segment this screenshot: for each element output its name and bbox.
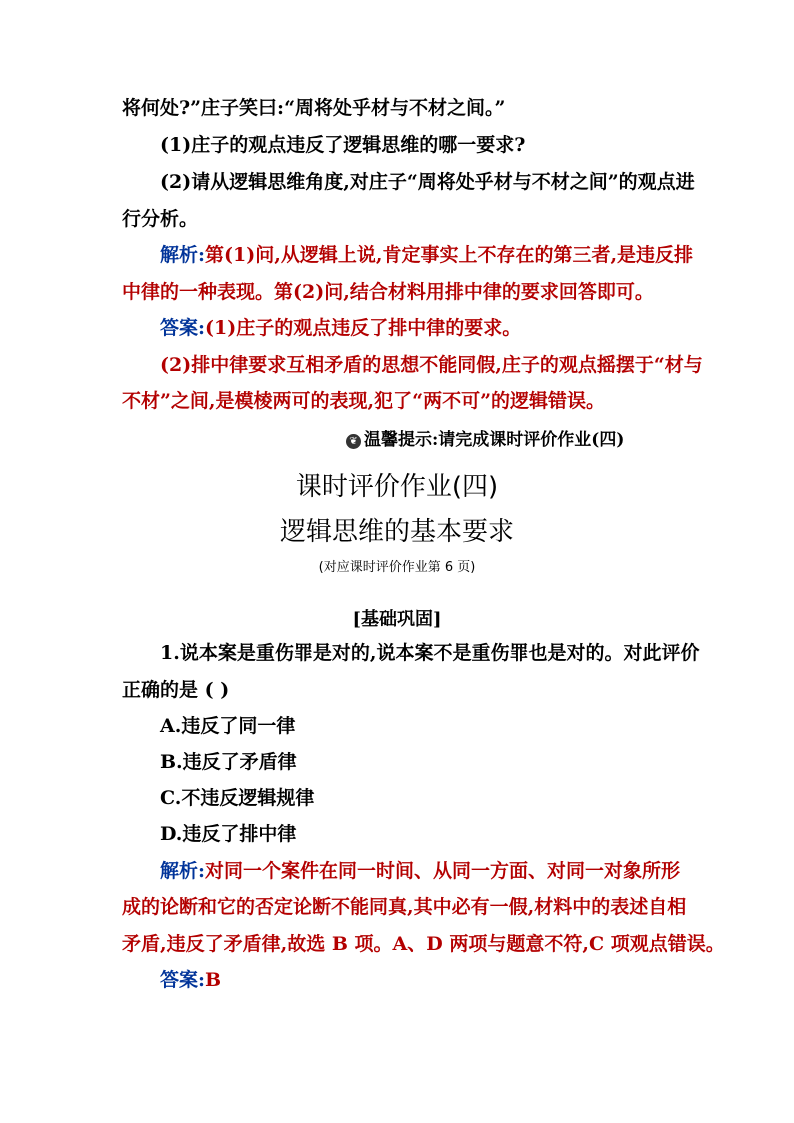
question-2-text-b: 行分析。 <box>122 208 199 230</box>
analysis-2-line-c: 矛盾,违反了矛盾律,故选 B 项。A、D 两项与题意不符,C 项观点错误。 <box>122 933 725 955</box>
question-stem-b: 正确的是 ( ) <box>122 679 230 701</box>
tip-text: 温馨提示:请完成课时评价作业(四) <box>364 430 625 450</box>
answer-2-line <box>160 968 720 992</box>
answer-1-line-1 <box>160 316 720 340</box>
question-2-text-a: (2)请从逻辑思维角度,对庄子“周将处乎材与不材之间”的观点进 <box>160 171 695 193</box>
answer-text: (1)庄子的观点违反了排中律的要求。 <box>205 317 522 339</box>
answer-label-2: 答案: <box>160 969 206 991</box>
page-reference: (对应课时评价作业第 6 页) <box>318 560 476 575</box>
analysis-label: 解析: <box>160 244 206 266</box>
analysis-text-2a: 对同一个案件在同一时间、从同一方面、对同一对象所形 <box>205 860 681 882</box>
analysis-1-line-b: 中律的一种表现。第(2)问,结合材料用排中律的要求回答即可。 <box>122 281 654 303</box>
tip-line <box>346 425 624 450</box>
leaf-icon: ❦ <box>346 434 361 449</box>
analysis-text: 第(1)问,从逻辑上说,肯定事实上不存在的第三者,是违反排 <box>205 244 694 266</box>
option-c: C.不违反逻辑规律 <box>160 787 315 809</box>
homework-title: 课时评价作业(四) <box>295 472 499 502</box>
lesson-title: 逻辑思维的基本要求 <box>279 517 514 547</box>
intro-line-1: 将何处?”庄子笑曰:“周将处乎材与不材之间。” <box>122 97 506 119</box>
analysis-2-line-b: 成的论断和它的否定论断不能同真,其中必有一假,材料中的表述自相 <box>122 896 687 918</box>
question-1-text: (1)庄子的观点违反了逻辑思维的哪一要求? <box>160 134 526 156</box>
option-a: A.违反了同一律 <box>160 715 296 737</box>
question-stem-a: 1.说本案是重伤罪是对的,说本案不是重伤罪也是对的。对此评价 <box>160 642 700 664</box>
analysis-label-2: 解析: <box>160 860 206 882</box>
section-label: [基础巩固] <box>352 609 442 630</box>
option-d: D.违反了排中律 <box>160 823 297 845</box>
answer-value: B <box>205 969 222 991</box>
answer-1-line-2a: (2)排中律要求互相矛盾的思想不能同假,庄子的观点摇摆于“材与 <box>160 354 703 376</box>
analysis-2-line-a <box>160 859 720 883</box>
analysis-1-line-a <box>160 243 720 267</box>
answer-1-line-2b: 不材”之间,是模棱两可的表现,犯了“两不可”的逻辑错误。 <box>122 390 606 412</box>
option-b: B.违反了矛盾律 <box>160 751 297 773</box>
answer-label: 答案: <box>160 317 206 339</box>
